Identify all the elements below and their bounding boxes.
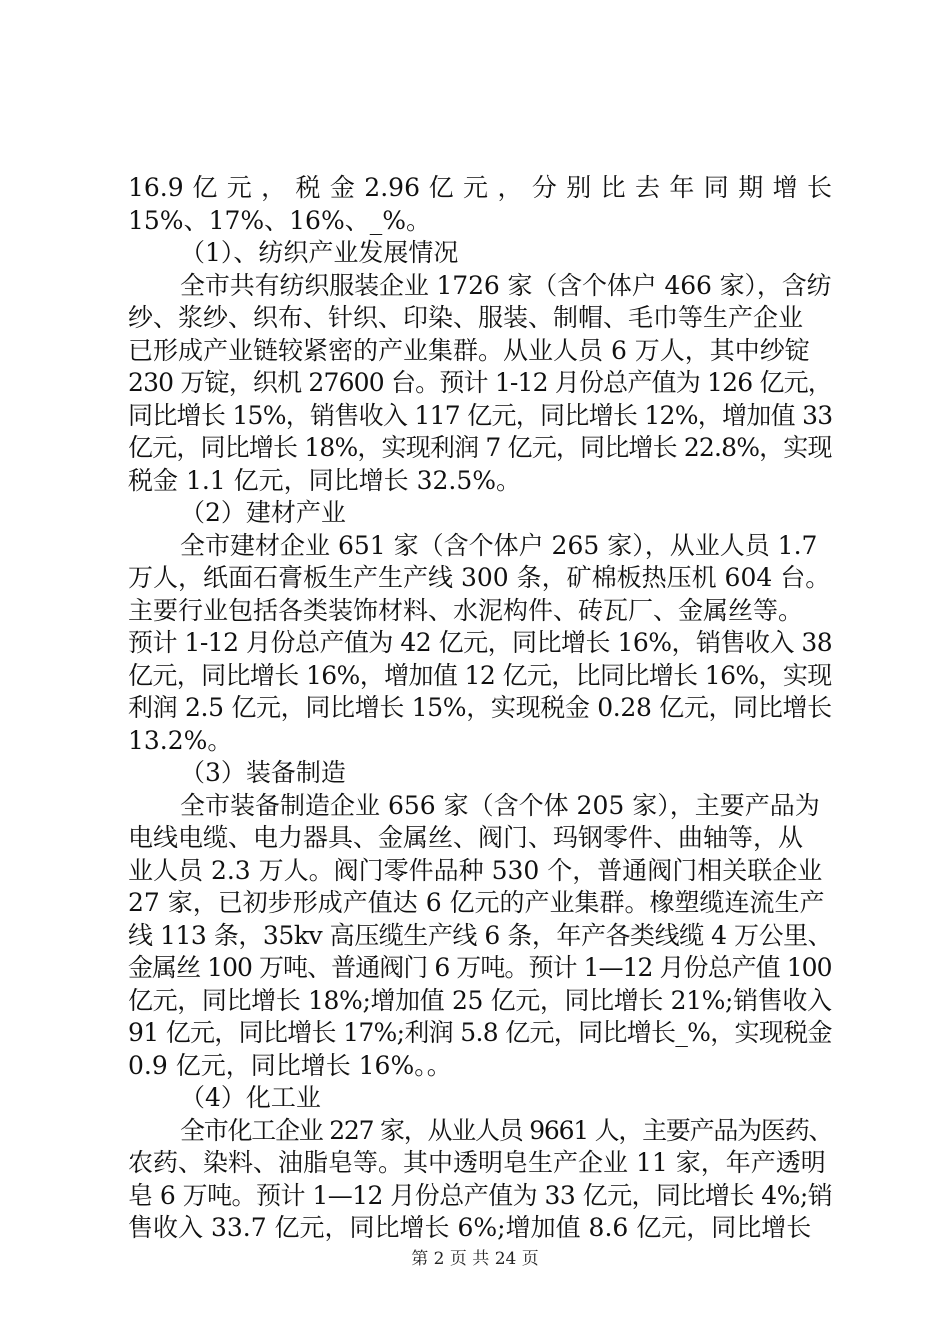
- text-line: 0.9 亿元，同比增长 16%。。: [128, 1050, 452, 1080]
- text-line: 230 万锭，织机 27600 台。预计 1-12 月份总产值为 126 亿元，: [128, 368, 832, 397]
- section-heading: （3）装备制造: [180, 758, 346, 787]
- text-line: 15%、17%、16%、_%。: [128, 205, 431, 235]
- text-line: 全市装备制造企业 656 家（含个体 205 家），主要产品为: [180, 790, 820, 820]
- text-line: 16.9 亿 元 ， 税 金 2.96 亿 元 ， 分 别 比 去 年 同 期 增 长: [128, 173, 832, 202]
- text-line: 金属丝 100 万吨、普通阀门 6 万吨。预计 1—12 月份总产值 100: [128, 953, 832, 982]
- text-line: 同比增长 15%，销售收入 117 亿元，同比增长 12%，增加值 33: [128, 400, 833, 430]
- document-body: [128, 172, 832, 1245]
- text-line: 13.2%。: [128, 725, 233, 755]
- text-line: 纱、浆纱、织布、针织、印染、服装、制帽、毛巾等生产企业: [128, 303, 804, 332]
- text-line: 91 亿元，同比增长 17%;利润 5.8 亿元，同比增长_%，实现税金: [128, 1018, 832, 1047]
- text-line: 已形成产业链较紧密的产业集群。从业人员 6 万人，其中纱锭: [128, 335, 810, 365]
- text-line: 电线电缆、电力器具、金属丝、阀门、玛钢零件、曲轴等，从: [128, 823, 804, 852]
- section-heading: （2）建材产业: [180, 498, 346, 527]
- text-line: 税金 1.1 亿元，同比增长 32.5%。: [128, 465, 522, 495]
- text-line: 全市建材企业 651 家（含个体户 265 家），从业人员 1.7: [180, 530, 818, 560]
- text-line: 万人，纸面石膏板生产生产线 300 条，矿棉板热压机 604 台。: [128, 563, 831, 592]
- page-number-footer: 第 2 页 共 24 页: [411, 1249, 539, 1269]
- text-line: 皂 6 万吨。预计 1—12 月份总产值为 33 亿元，同比增长 4%;销: [128, 1180, 833, 1210]
- text-line: 利润 2.5 亿元，同比增长 15%，实现税金 0.28 亿元，同比增长: [128, 693, 832, 722]
- text-line: 亿元，同比增长 18%，实现利润 7 亿元，同比增长 22.8%，实现: [128, 433, 832, 462]
- text-line: 亿元，同比增长 18%;增加值 25 亿元，同比增长 21%;销售收入: [128, 985, 832, 1015]
- text-line: 预计 1-12 月份总产值为 42 亿元，同比增长 16%，销售收入 38: [128, 628, 833, 657]
- section-heading: （1）、纺织产业发展情况: [180, 238, 459, 267]
- text-line: 业人员 2.3 万人。阀门零件品种 530 个，普通阀门相关联企业: [128, 855, 823, 885]
- text-line: 线 113 条，35kv 高压缆生产线 6 条，年产各类线缆 4 万公里、: [128, 920, 833, 950]
- text-line: 主要行业包括各类装饰材料、水泥构件、砖瓦厂、金属丝等。: [128, 595, 804, 625]
- text-line: 全市化工企业 227 家，从业人员 9661 人，主要产品为医药、: [180, 1115, 833, 1145]
- text-line: 售收入 33.7 亿元，同比增长 6%;增加值 8.6 亿元，同比增长: [128, 1213, 812, 1242]
- text-line: 27 家，已初步形成产值达 6 亿元的产业集群。橡塑缆连流生产: [128, 888, 825, 917]
- text-line: 农药、染料、油脂皂等。其中透明皂生产企业 11 家，年产透明: [128, 1148, 826, 1177]
- text-line: 亿元，同比增长 16%，增加值 12 亿元，比同比增长 16%，实现: [128, 660, 832, 690]
- section-heading: （4）化工业: [180, 1083, 321, 1112]
- text-line: 全市共有纺织服装企业 1726 家（含个体户 466 家），含纺: [180, 270, 832, 300]
